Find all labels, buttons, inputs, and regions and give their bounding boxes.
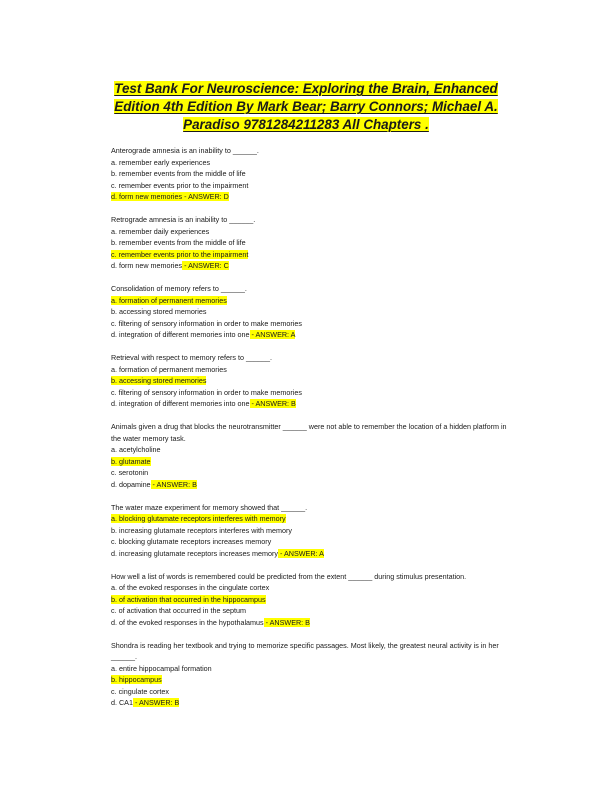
question-block: [111, 283, 511, 341]
answer-option: [111, 467, 511, 479]
answer-option: [111, 260, 511, 272]
answer-option: [111, 306, 511, 318]
answer-option: [111, 663, 511, 675]
question-stem: Retrieval with respect to memory refers to ______.: [111, 353, 272, 362]
answer-option: [111, 191, 511, 203]
answer-option: [111, 444, 511, 456]
answer-option: [111, 237, 511, 249]
question-block: [111, 145, 511, 203]
answer-option: [111, 525, 511, 537]
answer-option-text: b. hippocampus: [111, 675, 162, 684]
answer-option-text: b. accessing stored memories: [111, 376, 207, 385]
question-stem: The water maze experiment for memory showed that ______.: [111, 502, 308, 512]
answer-option-text: d. dopamine: [111, 479, 151, 489]
answer-option: [111, 674, 511, 686]
answer-option-text: d. of the evoked responses in the hypothalamus: [111, 617, 264, 627]
question-block: [111, 571, 511, 629]
answer-option-text: a. acetylcholine: [111, 445, 161, 454]
answer-option-text: c. remember events prior to the impairment: [111, 249, 249, 259]
answer-key: - ANSWER: C: [182, 261, 229, 270]
answer-option-text: b. glutamate: [111, 456, 151, 466]
answer-option: [111, 479, 511, 491]
answer-option-text: c. of activation that occurred in the septum: [111, 606, 247, 615]
answer-option-text: c. remember events prior to the impairment: [111, 180, 249, 190]
question-block: [111, 352, 511, 410]
answer-option: [111, 582, 511, 594]
answer-option: [111, 697, 511, 709]
question-block: [111, 214, 511, 272]
answer-option-text: d. integration of different memories into one: [111, 399, 250, 408]
answer-option: [111, 536, 511, 548]
question-block: [111, 502, 511, 560]
answer-option-text: a. remember early experiences: [111, 157, 211, 167]
answer-option-text: b. accessing stored memories: [111, 307, 207, 316]
answer-option-text: d. increasing glutamate receptors increases memory: [111, 548, 278, 558]
answer-option: [111, 548, 511, 560]
answer-option: [111, 686, 511, 698]
answer-key: - ANSWER: B: [150, 479, 197, 489]
answer-option: [111, 180, 511, 192]
answer-option: [111, 157, 511, 169]
answer-option-text: c. serotonin: [111, 468, 149, 477]
answer-option-text: d. integration of different memories into one: [111, 330, 250, 339]
answer-option: [111, 318, 511, 330]
answer-key: - ANSWER: B: [132, 698, 180, 707]
answer-option: [111, 398, 511, 410]
answer-option-text: b. of activation that occurred in the hippocampus: [111, 594, 266, 604]
question-list: [111, 145, 511, 720]
answer-option-text: a. of the evoked responses in the cingulate cortex: [111, 583, 270, 592]
answer-option: [111, 226, 511, 238]
answer-option-text: b. increasing glutamate receptors interferes with memory: [111, 525, 292, 535]
answer-option: [111, 295, 511, 307]
answer-option: [111, 605, 511, 617]
question-stem: Anterograde amnesia is an inability to ______.: [111, 146, 259, 155]
answer-option: [111, 387, 511, 399]
question-stem: Animals given a drug that blocks the neurotransmitter ______ were not able to remember the location of a hidden platform in the water memory task.: [111, 422, 507, 443]
answer-option: [111, 249, 511, 261]
answer-option-text: a. formation of permanent memories: [111, 364, 227, 374]
answer-option-text: a. remember daily experiences: [111, 226, 210, 236]
answer-key: - ANSWER: B: [249, 399, 296, 408]
question-stem: Shondra is reading her textbook and trying to memorize specific passages. Most likely, the greatest neural activity is in her ______.: [111, 640, 499, 661]
answer-key: - ANSWER: A: [249, 330, 296, 339]
answer-option-text: c. filtering of sensory information in order to make memories: [111, 318, 302, 328]
question-stem: Consolidation of memory refers to ______.: [111, 284, 247, 293]
answer-option: [111, 364, 511, 376]
answer-option-text: c. cingulate cortex: [111, 686, 169, 696]
question-block: [111, 421, 511, 490]
answer-option-text: a. blocking glutamate receptors interferes with memory: [111, 514, 286, 523]
question-stem: How well a list of words is remembered could be predicted from the extent ______ during stimulus presentation.: [111, 571, 467, 581]
answer-option: [111, 168, 511, 180]
question-block: [111, 640, 511, 709]
answer-key: - ANSWER: A: [277, 548, 324, 558]
question-stem: Retrograde amnesia is an inability to ______.: [111, 215, 256, 224]
document-title-text: Test Bank For Neuroscience: Exploring the Brain, Enhanced Edition 4th Edition By Mark Bear; Barry Connors; Michael A. Paradiso 9781284211283 All Chapters .: [114, 81, 498, 132]
document-title: [100, 80, 512, 134]
answer-option: [111, 375, 511, 387]
answer-option-text: a. formation of permanent memories: [111, 295, 227, 305]
answer-key: - ANSWER: B: [263, 617, 310, 627]
answer-option-text: c. blocking glutamate receptors increases memory: [111, 537, 272, 546]
answer-option-text: b. remember events from the middle of life: [111, 238, 246, 247]
answer-option-text: d. form new memories: [111, 261, 183, 270]
answer-option: [111, 456, 511, 468]
answer-key: - ANSWER: D: [182, 192, 229, 201]
answer-option-text: d. CA1: [111, 698, 133, 707]
answer-option: [111, 617, 511, 629]
answer-option-text: c. filtering of sensory information in order to make memories: [111, 387, 302, 397]
answer-option-text: a. entire hippocampal formation: [111, 663, 212, 673]
answer-option-text: d. form new memories: [111, 192, 183, 201]
answer-option: [111, 513, 511, 525]
answer-option: [111, 329, 511, 341]
answer-option-text: b. remember events from the middle of life: [111, 169, 246, 178]
answer-option: [111, 594, 511, 606]
